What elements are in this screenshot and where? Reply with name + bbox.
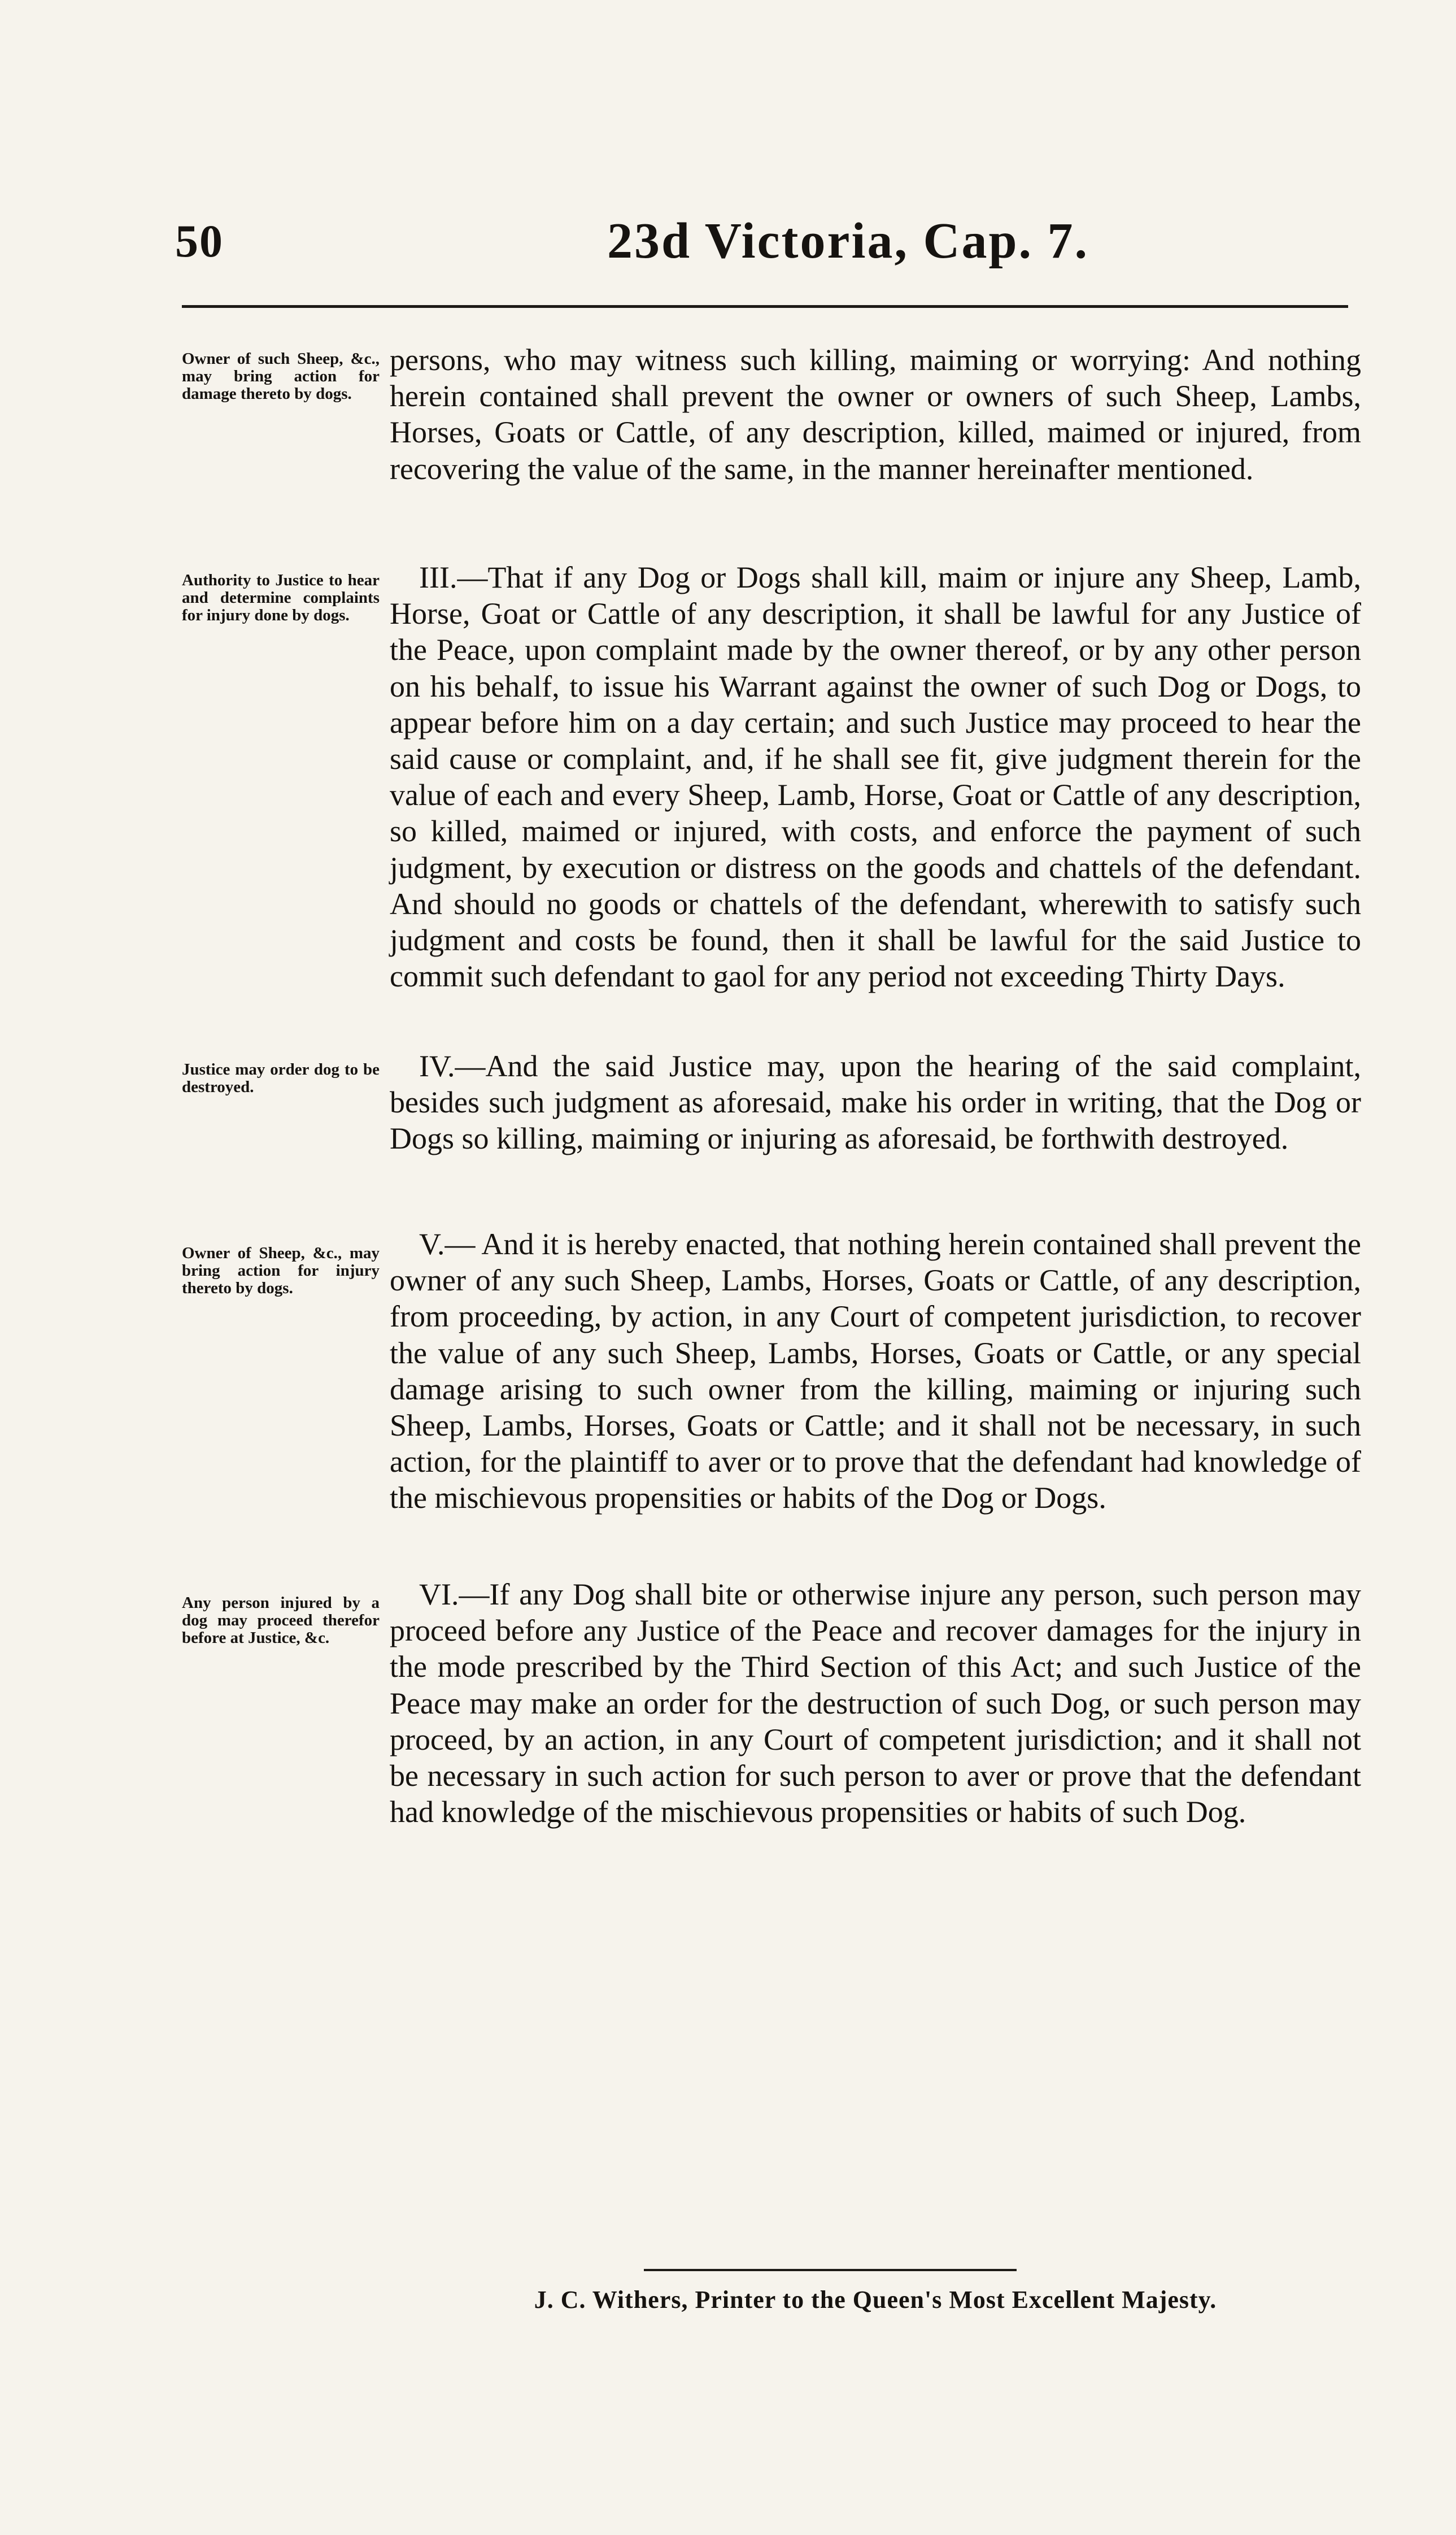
paragraph: V.— And it is hereby enacted, that nothing herein contained shall prevent the owner of any such Sheep, Lambs, Horses, Goats or Cattle, of any description, from proceeding, by action, in any Court of competent jurisdiction, to recover the value of any such Sheep, Lambs, Horses, Goats or Cattle, or any special damage arising to such owner from the killing, maiming or injuring such Sheep, Lambs, Horses, Goats or Cattle; and it shall not be necessary, in such action, for the plaintiff to aver or to prove that the defendant had knowledge of the mischievous propensities or habits of the Dog or Dogs. bbox=[390, 1227, 1361, 1515]
section-body bbox=[390, 1576, 1361, 1830]
header-rule bbox=[182, 305, 1348, 308]
paragraph: IV.—And the said Justice may, upon the hearing of the said complaint, besides such judgment as aforesaid, make his order in writing, that the Dog or Dogs so killing, maiming or injuring as aforesaid, be forthwith destroyed. bbox=[390, 1049, 1361, 1156]
running-title: 23d Victoria, Cap. 7. bbox=[607, 213, 1089, 269]
footer-rule bbox=[644, 2269, 1017, 2271]
sidenote: Authority to Justice to hear and determine complaints for injury done by dogs. bbox=[182, 571, 380, 624]
paragraph: III.—That if any Dog or Dogs shall kill, maim or injure any Sheep, Lamb, Horse, Goat or Cattle of any description, it shall be lawful for any Justice of the Peace, upon complaint made by the owner thereof, or by any other person on his behalf, to issue his Warrant against the owner of such Dog or Dogs, to appear before him on a day certain; and such Justice may proceed to hear the said cause or complaint, and, if he shall see fit, give judgment therein for the value of each and every Sheep, Lamb, Horse, Goat or Cattle of any description, so killed, maimed or injured, with costs, and enforce the payment of such judgment, by execution or distress on the goods and chattels of the defendant. And should no goods or chattels of the defendant, wherewith to satisfy such judgment and costs be found, then it shall be lawful for the said Justice to commit such defendant to gaol for any period not exceeding Thirty Days. bbox=[390, 560, 1361, 994]
page-number: 50 bbox=[175, 215, 224, 267]
section-body bbox=[390, 1048, 1361, 1157]
sidenote: Owner of such Sheep, &c., may bring action for damage thereto by dogs. bbox=[182, 350, 380, 403]
printer-imprint: J. C. Withers, Printer to the Queen's Most Excellent Majesty. bbox=[534, 2286, 1217, 2314]
sidenote: Owner of Sheep, &c., may bring action for injury thereto by dogs. bbox=[182, 1244, 380, 1297]
sidenote: Any person injured by a dog may proceed therefor before at Justice, &c. bbox=[182, 1594, 380, 1647]
paragraph: VI.—If any Dog shall bite or otherwise injure any person, such person may proceed before any Justice of the Peace and recover damages for the injury in the mode prescribed by the Third Section of this Act; and such Justice of the Peace may make an order for the destruction of such Dog, or such person may proceed, by an action, in any Court of competent jurisdiction; and it shall not be necessary in such action for such person to aver or prove that the defendant had knowledge of the mischievous propensities or habits of such Dog. bbox=[390, 1577, 1361, 1829]
section-body bbox=[390, 559, 1361, 994]
section-body bbox=[390, 342, 1361, 487]
paragraph: persons, who may witness such killing, maiming or worrying: And nothing herein contained shall prevent the owner or owners of such Sheep, Lambs, Horses, Goats or Cattle, of any description, killed, maimed or injured, from recovering the value of the same, in the manner hereinafter mentioned. bbox=[390, 343, 1361, 486]
sidenote: Justice may order dog to be destroyed. bbox=[182, 1060, 380, 1096]
section-body bbox=[390, 1226, 1361, 1516]
